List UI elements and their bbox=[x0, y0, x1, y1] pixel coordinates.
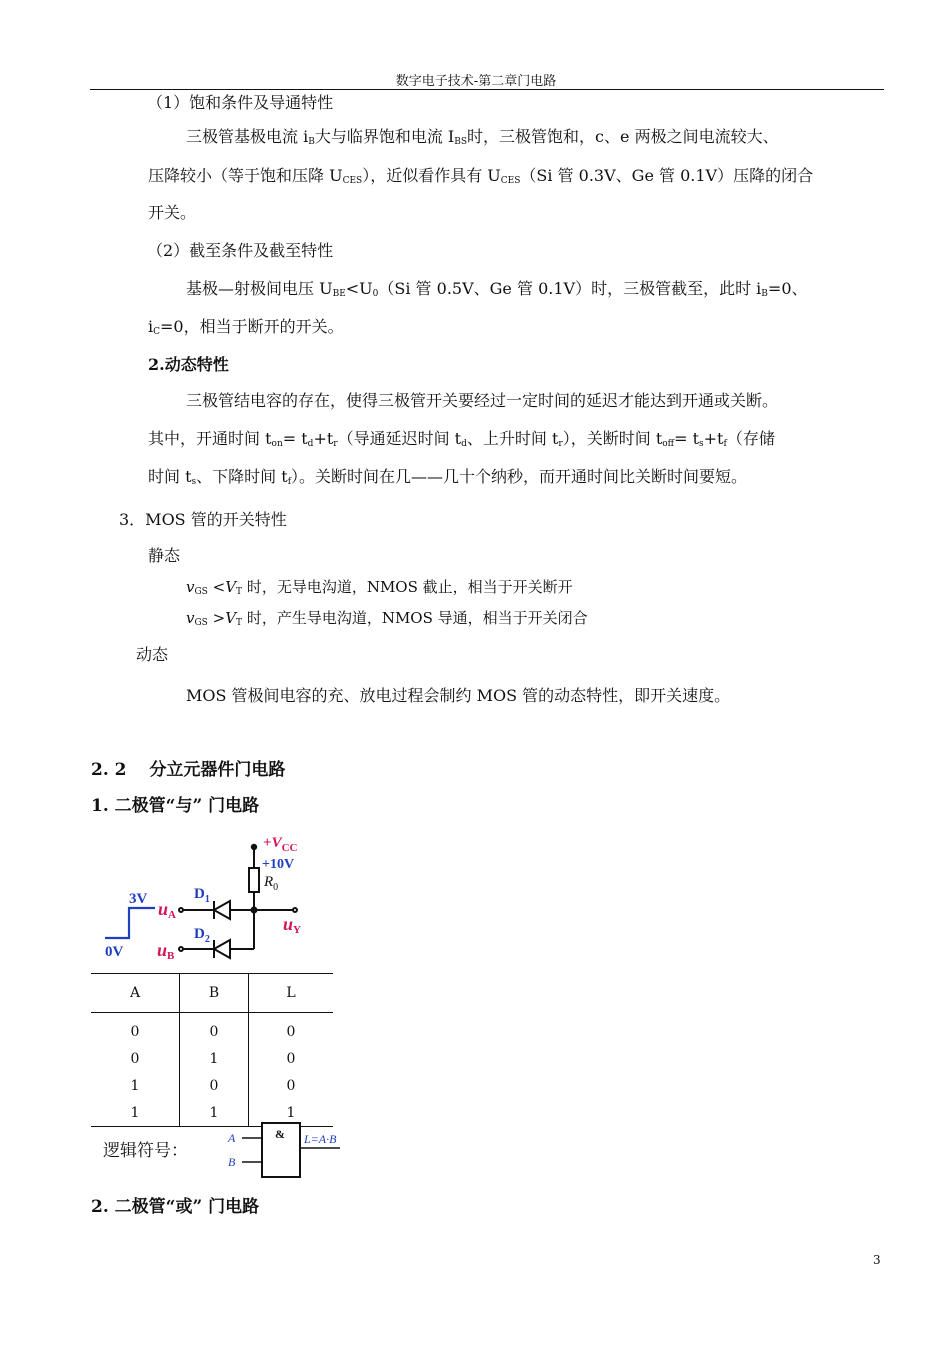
and-operator-label: & bbox=[275, 1127, 285, 1141]
resistor-r0 bbox=[249, 868, 259, 892]
column-header: B bbox=[180, 974, 249, 1013]
table-cell: 1 bbox=[180, 1045, 249, 1072]
section-heading: 2. 2 分立元器件门电路 bbox=[91, 760, 286, 780]
saturation-heading: （1）饱和条件及导通特性 bbox=[147, 93, 334, 112]
paragraph-line: $i_C=0$，相当于断开的开关。 bbox=[148, 317, 344, 337]
table-cell: 0 bbox=[286, 1023, 296, 1040]
cutoff-heading: （2）截至条件及截至特性 bbox=[147, 241, 334, 260]
paragraph-line: 其中，开通时间 $t_{on}= t_d+t_r$（导通延迟时间 $t_d$、上升时间 $t_r$），关断时间 $t_{off}= t_s+t_f$（存储 bbox=[148, 429, 775, 449]
paragraph-line: 压降较小（等于饱和压降 $U_{CES}$），近似看作具有 $U_{CES}(Si$ 管 0.3V、Ge 管 0.1V）压降的闭合 bbox=[148, 166, 814, 186]
table-row bbox=[91, 1013, 333, 1046]
logic-symbol-label: 逻辑符号： bbox=[103, 1141, 188, 1161]
diode-d1 bbox=[214, 901, 230, 919]
or-gate-title: 2. 二极管“或” 门电路 bbox=[91, 1197, 260, 1217]
input-b-label: uB bbox=[157, 940, 175, 962]
r0-label: $R_0$ bbox=[264, 874, 279, 893]
input-b-terminal bbox=[179, 947, 183, 951]
vcc-node bbox=[252, 845, 256, 849]
page-number: 3 bbox=[873, 1253, 881, 1267]
table-row bbox=[91, 1072, 333, 1099]
table-cell: 1 bbox=[91, 1099, 180, 1127]
gate-input-b-label: B bbox=[228, 1155, 236, 1169]
table-cell: 0 bbox=[91, 1013, 180, 1046]
input-pulse-waveform bbox=[105, 908, 155, 938]
paragraph-line: MOS 管极间电容的充、放电过程会制约 MOS 管的动态特性，即开关速度。 bbox=[186, 686, 731, 705]
output-y-label: uY bbox=[283, 914, 301, 936]
paragraph-line: 基极—射极间电压 $U_{BE}<U_0(Si$ 管 0.5V、Ge 管 0.1V）时，三极管截至，此时 $i_B=0$、 bbox=[186, 279, 808, 299]
table-cell: 1 bbox=[91, 1072, 180, 1099]
supply-voltage-label: +10V bbox=[262, 857, 295, 872]
input-a-label: uA bbox=[158, 899, 176, 921]
table-cell: 1 bbox=[180, 1099, 249, 1127]
table-row bbox=[91, 1045, 333, 1072]
paragraph-line: 时间 $t_s$、下降时间 $t_f$）。关断时间在几——几十个纳秒，而开通时间比关断时间要短。 bbox=[148, 467, 748, 487]
header-rule bbox=[90, 89, 884, 90]
and-gate-circuit bbox=[95, 830, 335, 970]
dynamic-label: 动态 bbox=[136, 645, 169, 664]
table-cell: 1 bbox=[249, 1099, 334, 1127]
diode-d2 bbox=[214, 940, 230, 958]
high-voltage-label: 3V bbox=[129, 891, 148, 907]
input-a-terminal bbox=[179, 908, 183, 912]
gate-input-a-label: A bbox=[228, 1131, 236, 1145]
paragraph-line: $v_{GS} >V_T$ 时，产生导电沟道，NMOS 导通，相当于开关闭合 bbox=[186, 609, 588, 628]
dynamic-heading: 2.动态特性 bbox=[148, 355, 229, 374]
paragraph-line: 三极管基极电流 $i_B$大与临界饱和电流 $I_{BS}$时，三极管饱和，c、e 两极之间电流较大、 bbox=[186, 127, 779, 147]
paragraph-line: 开关。 bbox=[148, 203, 197, 222]
page-header: 数字电子技术-第二章门电路 bbox=[395, 74, 557, 89]
table-cell: 0 bbox=[286, 1077, 296, 1094]
column-header: A bbox=[91, 974, 180, 1013]
column-header: L bbox=[249, 974, 334, 1013]
paragraph-line: $v_{GS} <V_T$ 时，无导电沟道，NMOS 截止，相当于开关断开 bbox=[186, 578, 573, 597]
mos-heading: 3．MOS 管的开关特性 bbox=[119, 510, 287, 529]
and-gate-symbol bbox=[222, 1118, 346, 1182]
vcc-label: $+V_{CC}$ bbox=[263, 835, 298, 854]
d1-label: $D_1$ bbox=[194, 886, 210, 905]
and-gate-title: 1. 二极管“与” 门电路 bbox=[91, 796, 260, 816]
truth-table bbox=[91, 973, 333, 1127]
d2-label: $D_2$ bbox=[194, 926, 210, 945]
low-voltage-label: 0V bbox=[105, 944, 124, 960]
table-cell: 0 bbox=[180, 1072, 249, 1099]
static-label: 静态 bbox=[148, 546, 181, 565]
paragraph-line: 三极管结电容的存在，使得三极管开关要经过一定时间的延迟才能达到开通或关断。 bbox=[186, 391, 779, 410]
output-terminal bbox=[293, 908, 297, 912]
table-cell: 0 bbox=[286, 1050, 296, 1067]
table-cell: 0 bbox=[180, 1013, 249, 1046]
table-header-row bbox=[91, 974, 333, 1013]
table-cell: 0 bbox=[91, 1045, 180, 1072]
gate-output-label: L=A·B bbox=[304, 1132, 337, 1146]
